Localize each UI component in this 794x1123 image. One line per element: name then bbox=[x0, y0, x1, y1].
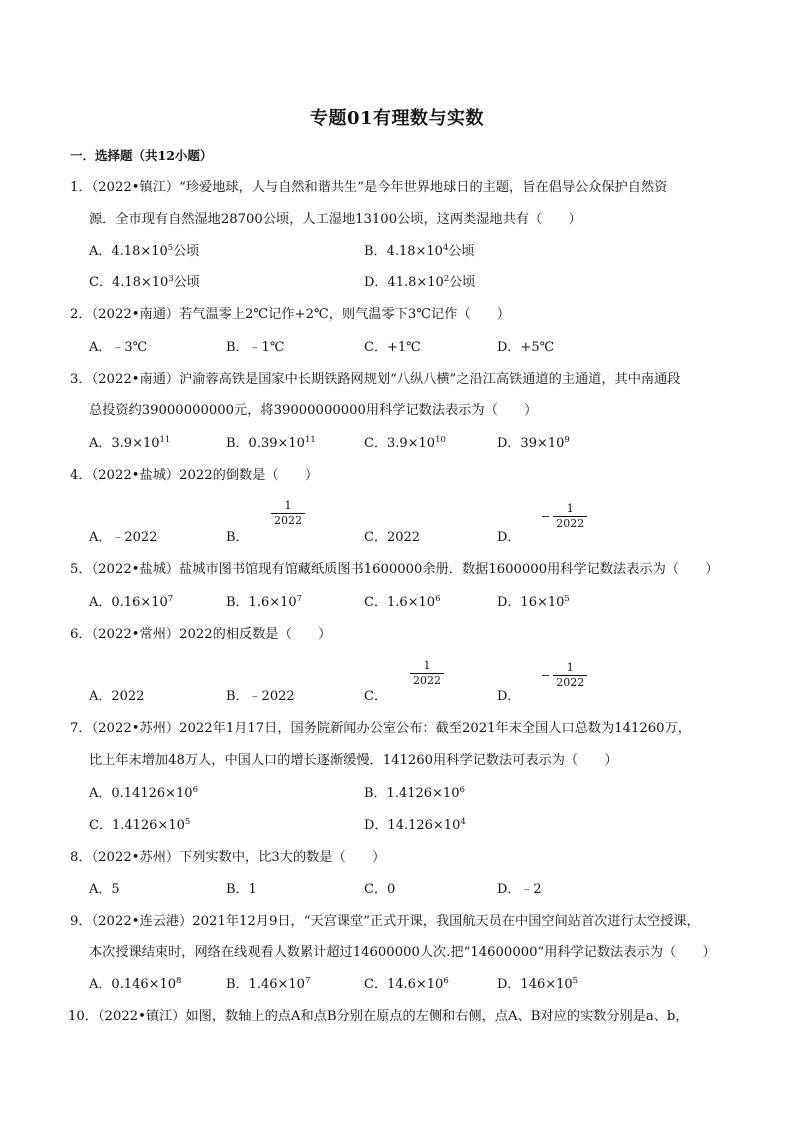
page-title: 专题01有理数与实数 bbox=[309, 108, 485, 129]
question-1-stem-cont: 源．全市现有自然湿地28700公顷，人工湿地13100公顷，这两类湿地共有（ ） bbox=[89, 212, 582, 227]
question-3-stem-cont: 总投资约39000000000元，将39000000000用科学记数法表示为（ ） bbox=[89, 403, 538, 418]
question-9-stem-cont: 本次授课结束时，网络在线观看人数累计超过14600000人次.把“14600000”用科学记数法表示为（ ） bbox=[89, 945, 716, 960]
question-5-stem: 5．（2022•盐城）盐城市图书馆现有馆藏纸质图书1600000余册．数据1600000用科学记数法表示为（ ） bbox=[70, 562, 719, 577]
question-1-stem: 1．（2022•镇江）“珍爱地球，人与自然和谐共生”是今年世界地球日的主题，旨在倡导公众保护自然资 bbox=[70, 180, 668, 195]
question-5-option-d: D．$16\times 10^5$ bbox=[497, 594, 570, 610]
question-6-stem: 6．（2022•常州）2022的相反数是（ ） bbox=[70, 627, 332, 642]
question-2-option-a: A．﹣3℃ bbox=[89, 340, 148, 355]
question-7-option-d: D．$14.126\times 10^4$ bbox=[364, 817, 466, 833]
question-3-option-c: C．$3.9\times 10^{10}$ bbox=[364, 435, 446, 451]
question-4-option-b-fraction: $\frac{1}{2022}$ bbox=[271, 500, 305, 527]
question-8-stem: 8．（2022•苏州）下列实数中，比3大的数是（ ） bbox=[70, 850, 386, 865]
question-3-option-a: A．$3.9\times 10^{11}$ bbox=[89, 435, 171, 451]
question-1-option-b: B．$4.18\times 10^4$公顷 bbox=[364, 243, 475, 259]
question-5-option-b: B．$1.6\times 10^7$ bbox=[226, 594, 303, 610]
section-heading: 一．选择题（共12小题） bbox=[70, 148, 213, 163]
question-9-option-a: A．$0.146\times 10^8$ bbox=[89, 976, 182, 992]
question-6-option-d-fraction: − $\frac{1}{2022}$ bbox=[541, 662, 587, 689]
question-6-option-c-fraction: $\frac{1}{2022}$ bbox=[410, 660, 444, 687]
question-8-option-a: A．5 bbox=[89, 882, 120, 897]
question-9-stem: 9．（2022•连云港）2021年12月9日，“天宫课堂”正式开课，我国航天员在中国空间站首次进行太空授课， bbox=[70, 914, 700, 929]
question-3-stem: 3．（2022•南通）沪渝蓉高铁是国家中长期铁路网规划“八纵八横”之沿江高铁通道的主通道，其中南通段 bbox=[70, 372, 681, 387]
question-7-stem-cont: 比上年末增加48万人，中国人口的增长逐渐缓慢．141260用科学记数法可表示为（ ） bbox=[89, 753, 618, 768]
question-1-option-c: C．$4.18\times 10^3$公顷 bbox=[89, 274, 200, 290]
question-3-option-d: D．$39\times 10^9$ bbox=[497, 435, 570, 451]
question-8-option-d: D．﹣2 bbox=[497, 882, 542, 897]
question-6-option-d-label: D． bbox=[497, 689, 521, 704]
question-2-option-b: B．﹣1℃ bbox=[226, 340, 285, 355]
question-8-option-c: C．0 bbox=[364, 882, 396, 897]
question-4-option-d-label: D． bbox=[497, 530, 521, 545]
question-2-option-c: C．+1℃ bbox=[364, 340, 421, 355]
question-3-option-b: B．$0.39\times 10^{11}$ bbox=[226, 435, 316, 451]
question-7-stem: 7．（2022•苏州）2022年1月17日，国务院新闻办公室公布：截至2021年末全国人口总数为141260万， bbox=[70, 721, 691, 736]
question-2-stem: 2．（2022•南通）若气温零上2℃记作+2℃，则气温零下3℃记作（ ） bbox=[70, 307, 511, 322]
question-6-option-c-label: C． bbox=[364, 689, 387, 704]
question-10-stem: 10．（2022•镇江）如图，数轴上的点A和点B分别在原点的左侧和右侧，点A、B对应的实数分别是a、b， bbox=[68, 1009, 689, 1024]
question-5-option-a: A．$0.16\times 10^7$ bbox=[89, 594, 174, 610]
question-7-option-c: C．$1.4126\times 10^5$ bbox=[89, 817, 191, 833]
question-5-option-c: C．$1.6\times 10^6$ bbox=[364, 594, 441, 610]
question-4-option-b-label: B． bbox=[226, 530, 249, 545]
question-9-option-c: C．$14.6\times 10^6$ bbox=[364, 976, 449, 992]
question-4-option-c: C．2022 bbox=[364, 530, 421, 545]
question-6-option-a: A．2022 bbox=[89, 689, 145, 704]
question-1-option-a: A．$4.18\times 10^5$公顷 bbox=[89, 243, 200, 259]
question-9-option-d: D．$146\times 10^5$ bbox=[497, 976, 579, 992]
question-9-option-b: B．$1.46\times 10^7$ bbox=[226, 976, 311, 992]
question-7-option-a: A．$0.14126\times 10^6$ bbox=[89, 785, 199, 801]
question-4-option-a: A．﹣2022 bbox=[89, 530, 158, 545]
question-2-option-d: D．+5℃ bbox=[497, 340, 555, 355]
question-4-option-d-fraction: − $\frac{1}{2022}$ bbox=[541, 503, 587, 530]
question-8-option-b: B．1 bbox=[226, 882, 257, 897]
question-1-option-d: D．$41.8\times 10^2$公顷 bbox=[364, 274, 476, 290]
question-7-option-b: B．$1.4126\times 10^6$ bbox=[364, 785, 465, 801]
question-4-stem: 4．（2022•盐城）2022的倒数是（ ） bbox=[70, 468, 319, 483]
question-6-option-b: B．﹣2022 bbox=[226, 689, 295, 704]
